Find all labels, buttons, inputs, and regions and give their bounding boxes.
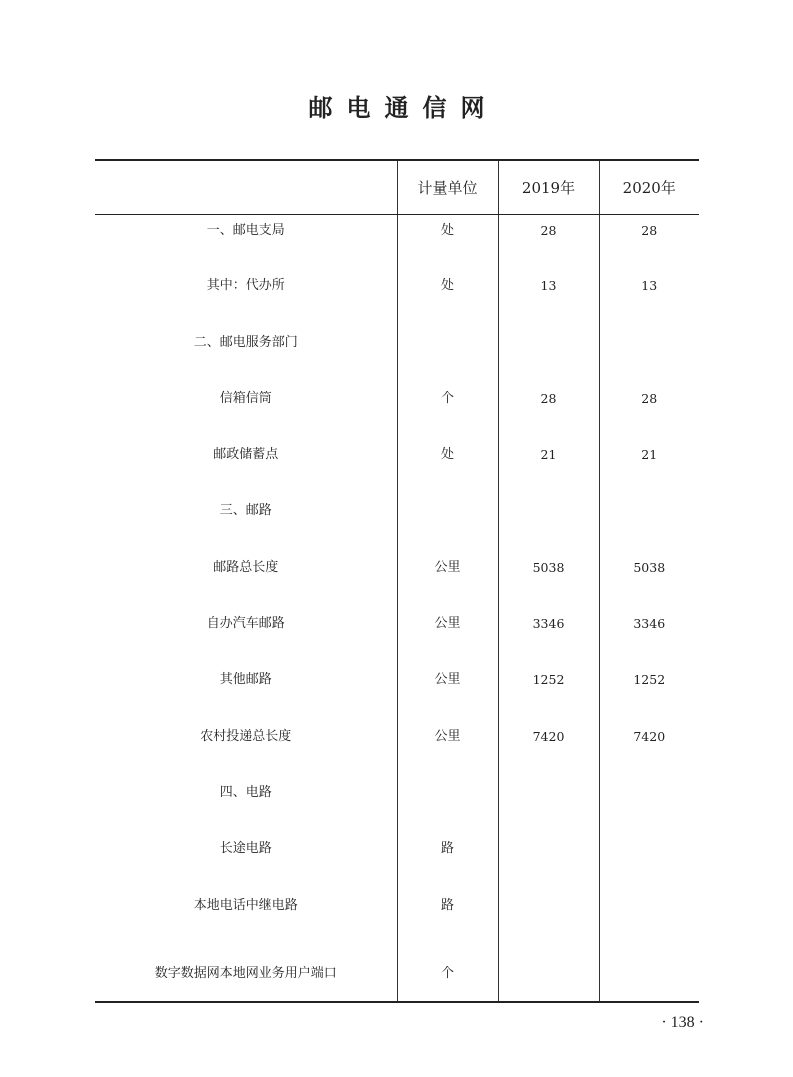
page-title: 邮电通信网 — [308, 93, 499, 122]
row-item-name: 一、邮电支局 — [206, 222, 285, 238]
row-value-2020: 28 — [599, 214, 699, 270]
table-row — [95, 608, 699, 664]
row-item-name: 四、电路 — [219, 784, 272, 800]
table-row — [95, 383, 699, 439]
row-unit: 路 — [397, 890, 498, 946]
row-unit: 公里 — [397, 608, 498, 664]
table-row — [95, 552, 699, 608]
table-row — [95, 664, 699, 720]
row-value-2020 — [599, 495, 699, 551]
table-header-row — [95, 160, 699, 214]
row-unit: 个 — [397, 383, 498, 439]
row-item-name: 数字数据网本地网业务用户端口 — [95, 946, 397, 1002]
row-item-name: 信箱信筒 — [219, 390, 272, 406]
row-value-2019: 5038 — [498, 552, 599, 608]
row-value-2019: 21 — [498, 439, 599, 495]
row-value-2019 — [498, 833, 599, 889]
table-row — [95, 777, 699, 833]
row-unit: 公里 — [397, 664, 498, 720]
row-value-2019 — [498, 946, 599, 1002]
row-value-2020: 21 — [599, 439, 699, 495]
row-value-2019 — [498, 495, 599, 551]
row-item-name: 其中：代办所 — [206, 278, 285, 294]
row-unit: 公里 — [397, 721, 498, 777]
table-row — [95, 270, 699, 326]
row-item-name: 农村投递总长度 — [200, 728, 292, 744]
row-value-2019: 28 — [498, 383, 599, 439]
row-value-2020 — [599, 890, 699, 946]
row-value-2019 — [498, 890, 599, 946]
row-value-2019: 1252 — [498, 664, 599, 720]
header-unit: 计量单位 — [397, 160, 498, 214]
table-row — [95, 327, 699, 383]
row-item-name: 自办汽车邮路 — [206, 616, 285, 632]
table-body — [95, 214, 699, 1002]
row-value-2019: 28 — [498, 214, 599, 270]
row-value-2020: 7420 — [599, 721, 699, 777]
header-year-2020: 2020年 — [599, 160, 699, 214]
statistics-table — [95, 159, 699, 1003]
page-number: · 138 · — [661, 1014, 704, 1031]
row-item-name: 邮政储蓄点 — [213, 447, 279, 463]
table-row — [95, 890, 699, 946]
table-row — [95, 833, 699, 889]
row-unit: 处 — [397, 270, 498, 326]
row-unit — [397, 777, 498, 833]
row-item-name: 三、邮路 — [219, 503, 272, 519]
row-value-2019 — [498, 777, 599, 833]
table-row — [95, 214, 699, 270]
header-year-2019: 2019年 — [498, 160, 599, 214]
row-value-2020 — [599, 833, 699, 889]
row-item-name: 长途电路 — [219, 841, 272, 857]
row-value-2019 — [498, 327, 599, 383]
row-item-name: 邮路总长度 — [213, 559, 279, 575]
row-value-2020 — [599, 946, 699, 1002]
table-row — [95, 439, 699, 495]
row-unit: 路 — [397, 833, 498, 889]
row-value-2019: 13 — [498, 270, 599, 326]
row-unit: 处 — [397, 439, 498, 495]
row-value-2020 — [599, 327, 699, 383]
row-value-2019: 7420 — [498, 721, 599, 777]
row-value-2020: 3346 — [599, 608, 699, 664]
row-unit: 公里 — [397, 552, 498, 608]
row-unit: 个 — [397, 946, 498, 1002]
row-value-2020 — [599, 777, 699, 833]
row-value-2019: 3346 — [498, 608, 599, 664]
table-row — [95, 495, 699, 551]
header-item — [95, 160, 397, 214]
row-unit: 处 — [397, 214, 498, 270]
row-value-2020: 13 — [599, 270, 699, 326]
row-value-2020: 5038 — [599, 552, 699, 608]
row-unit — [397, 495, 498, 551]
row-item-name: 其他邮路 — [219, 672, 272, 688]
table-row — [95, 721, 699, 777]
row-value-2020: 28 — [599, 383, 699, 439]
row-value-2020: 1252 — [599, 664, 699, 720]
row-item-name: 二、邮电服务部门 — [193, 334, 298, 350]
row-unit — [397, 327, 498, 383]
table-row — [95, 946, 699, 1002]
row-item-name: 本地电话中继电路 — [193, 897, 298, 913]
